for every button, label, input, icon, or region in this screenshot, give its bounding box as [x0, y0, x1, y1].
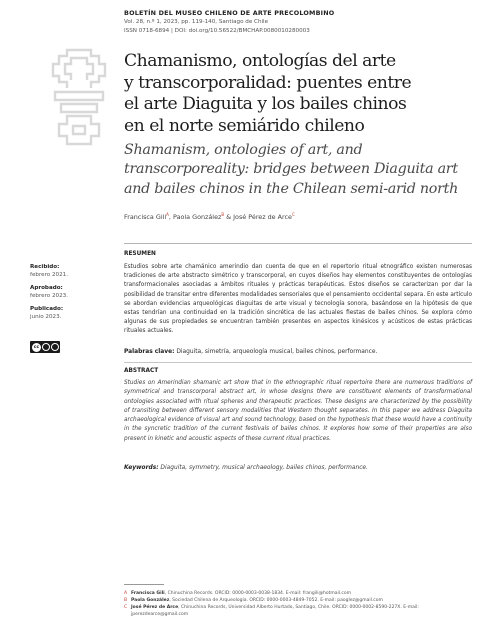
footnote-mark: C — [124, 605, 128, 610]
author-separator: , — [168, 213, 173, 222]
footnote-rule — [124, 584, 164, 585]
author-affiliation-mark[interactable]: A — [166, 212, 169, 217]
footnote-text[interactable]: , Chinuchina Records. ORCID: 0000-0003-0038-1834. E-mail: frangili@hotmail.com — [164, 591, 352, 596]
author-list — [124, 212, 295, 221]
author-affiliation-mark[interactable]: C — [291, 212, 295, 217]
title-line: Chamanismo, ontologías del arte — [124, 51, 396, 71]
abstract-heading: ABSTRACT — [124, 368, 159, 374]
footnote-mark: B — [124, 598, 128, 603]
author-separator: & — [224, 213, 234, 222]
author-footnotes — [124, 590, 472, 618]
subtitle-line: Shamanism, ontologies of art, and — [124, 142, 363, 158]
article-title — [124, 51, 474, 137]
approved-label: Aprobado: — [30, 285, 63, 291]
by-icon — [42, 343, 50, 351]
resumen-text: Estudios sobre arte chamánico amerindio dan cuenta de que en el repertorio ritual etnográfico existen numerosas tradiciones de arte abstracto simétrico y transcorporal, en cuyos diseños hay elementos constituyentes de ontologías transformacionales asociadas a ámbitos rituales y prácticas terapéuticas. Estos diseños se caracterizan por dar la posibilidad de transitar entre diferentes modalidades sensoriales que el pensamiento occidental separa. En este artículo se abordan evidencias arqueológicas diaguitas de arte visual y tecnología sonora, basándose en la hipótesis de que estas tendrían una continuidad en la tradición sincrética de las actuales fiestas de bailes chinos. Se explora cómo algunas de sus propiedades se encuentran también presentes en aspectos kinésicos y acústicos de estas prácticas rituales actuales. — [124, 264, 472, 335]
palabras-clave — [124, 348, 472, 357]
footnote — [124, 597, 472, 604]
journal-issn-doi[interactable]: ISSN 0718-6894 | DOI: doi.org/10.56522/BMCHAP.0080010280003 — [124, 28, 310, 34]
subtitle-line: transcorporeality: bridges between Diaguita art — [124, 161, 458, 178]
footnote — [124, 590, 472, 597]
title-line: en el norte semiárido chileno — [124, 115, 365, 136]
keywords-label: Palabras clave: — [124, 349, 175, 355]
keywords-value: Diaguita, symmetry, musical archaeology, bailes chinos, performance. — [158, 465, 368, 471]
article-subtitle-english — [124, 141, 474, 199]
footnote-author: José Pérez de Arce — [131, 605, 179, 610]
keywords — [124, 464, 472, 473]
resumen-heading: RESUMEN — [124, 251, 156, 257]
title-line: y transcorporalidad: puentes entre — [124, 72, 412, 93]
subtitle-line: and bailes chinos in the Chilean semi-arid north — [124, 180, 458, 197]
footnote-text[interactable]: , Chinuchina Records, Universidad Alberto Hurtado, Santiago, Chile. ORCID: 0000-0002-8590-227X. E-mail: jperezdearce@gmail.com — [131, 605, 419, 617]
article-dates — [30, 263, 108, 326]
received-date: febrero 2021. — [30, 272, 68, 278]
published-label: Publicado: — [30, 306, 64, 312]
author-affiliation-mark[interactable]: B — [221, 212, 225, 217]
divider — [124, 362, 472, 363]
cc-icon: cc — [33, 344, 40, 350]
abstract-text: Studies on Amerindian shamanic art show that in the ethnographic ritual repertoire there are numerous traditions of symmetrical and transcorporal abstract art, in whose designs there are constituent elements of transformational ontologies associated with ritual spheres and therapeutic practices. These designs are characterized by the possibility of transiting between different sensory modalities that Western thought separates. In this paper we address Diaguita archaeological evidence of visual art and sound technology, based on the hypothesis that these would have a continuity in the syncretic tradition of the current festivals of bailes chinos. It explores how some of their properties are also present in kinetic and acoustic aspects of these current ritual practices. — [124, 380, 472, 442]
keywords-label: Keywords: — [124, 465, 159, 471]
approved-date: febrero 2023. — [30, 293, 68, 299]
footnote — [124, 604, 472, 618]
journal-issue: Vol. 28, n.º 1, 2023, pp. 119-140, Santiago de Chile — [124, 19, 269, 25]
keywords-value: Diaguita, simetría, arqueología musical, bailes chinos, performance. — [174, 349, 378, 355]
divider — [124, 243, 472, 244]
title-line: el arte Diaguita y los bailes chinos — [124, 94, 407, 115]
journal-logo-icon — [47, 46, 111, 150]
nc-icon — [51, 343, 59, 351]
footnote-author: Paola González — [131, 598, 170, 603]
author-name: Paola González — [173, 213, 222, 222]
journal-header — [124, 9, 334, 36]
creative-commons-license-badge[interactable] — [30, 341, 60, 353]
published-date: junio 2023. — [30, 314, 62, 320]
received-label: Recibido: — [30, 264, 60, 270]
author-name: Francisca Gili — [124, 213, 167, 222]
journal-name: BOLETÍN DEL MUSEO CHILENO DE ARTE PRECOLOMBINO — [124, 9, 335, 17]
footnote-author: Francisca Gili — [131, 591, 165, 596]
footnote-text[interactable]: , Sociedad Chilena de Arqueología. ORCID: 0000-0003-4849-7052. E-mail: paoglez@gmail.com — [169, 598, 383, 603]
author-name: José Pérez de Arce — [233, 213, 292, 222]
footnote-mark: A — [124, 591, 128, 596]
